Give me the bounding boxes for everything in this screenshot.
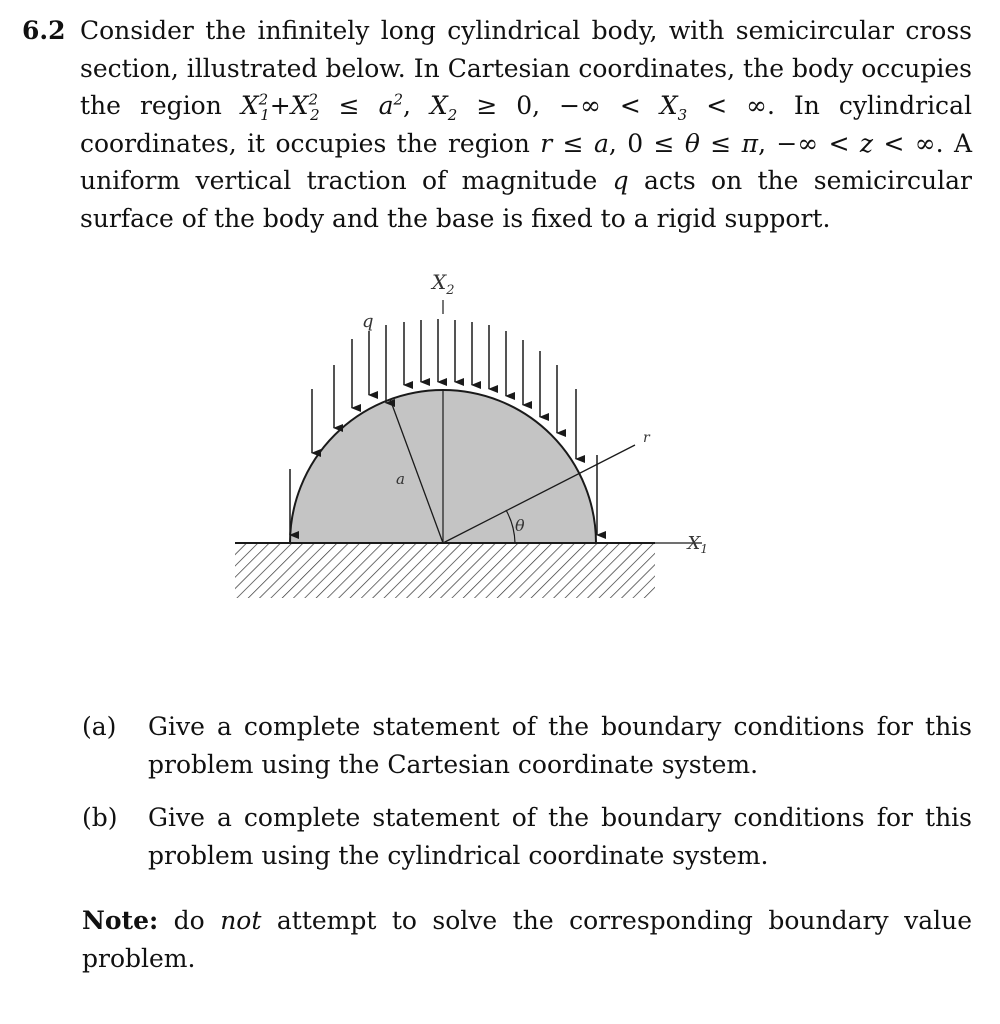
note-label: Note: xyxy=(82,906,159,935)
rigid-support xyxy=(235,543,655,598)
cartesian-region: $X^2_1+X^2_2 \le a^2$, $X_2 \ge 0$, −∞ < $X_3$ < ∞. xyxy=(240,90,775,124)
figure-svg xyxy=(230,265,710,615)
traction-text: A uniform vertical traction of magnitude xyxy=(80,128,973,195)
intro-text: Consider the infinitely long cylindrical body, with semicircular cross section, illustrated below. In Cartesian coordinates, the body occupies the region xyxy=(80,16,972,120)
part-a xyxy=(82,708,972,783)
problem-number: 6.2 xyxy=(22,16,66,45)
support-text: acts on the semicircular surface of the body and the base is fixed to a rigid support. xyxy=(80,166,972,233)
cyl-intro: In cylindrical coordinates, it occupies the region xyxy=(80,91,972,158)
traction-symbol: q xyxy=(612,166,629,195)
label-x2: $X_2$ xyxy=(432,270,455,298)
note xyxy=(82,902,972,977)
note-emphasis: not xyxy=(220,906,262,935)
part-a-text: Give a complete statement of the boundary conditions for this problem using the Cartesian coordinate system. xyxy=(148,712,972,779)
label-a: a xyxy=(396,470,405,488)
problem-parts xyxy=(82,708,972,890)
label-theta: θ xyxy=(515,516,525,535)
note-post: attempt to solve the corresponding boundary value problem. xyxy=(82,906,972,973)
problem-statement xyxy=(22,12,972,237)
label-q: q xyxy=(362,311,374,332)
label-r: r xyxy=(643,430,650,446)
label-x1: $X_1$ xyxy=(687,533,708,556)
note-pre: do xyxy=(158,906,221,935)
part-b xyxy=(82,799,972,874)
problem-text xyxy=(80,12,972,237)
cylindrical-region: r ≤ a, 0 ≤ θ ≤ π, −∞ < z < ∞. xyxy=(540,128,944,158)
part-a-label: (a) xyxy=(82,712,117,741)
part-b-label: (b) xyxy=(82,803,118,832)
semicircle-figure xyxy=(230,265,710,615)
part-b-text: Give a complete statement of the boundary conditions for this problem using the cylindrical coordinate system. xyxy=(148,803,972,870)
